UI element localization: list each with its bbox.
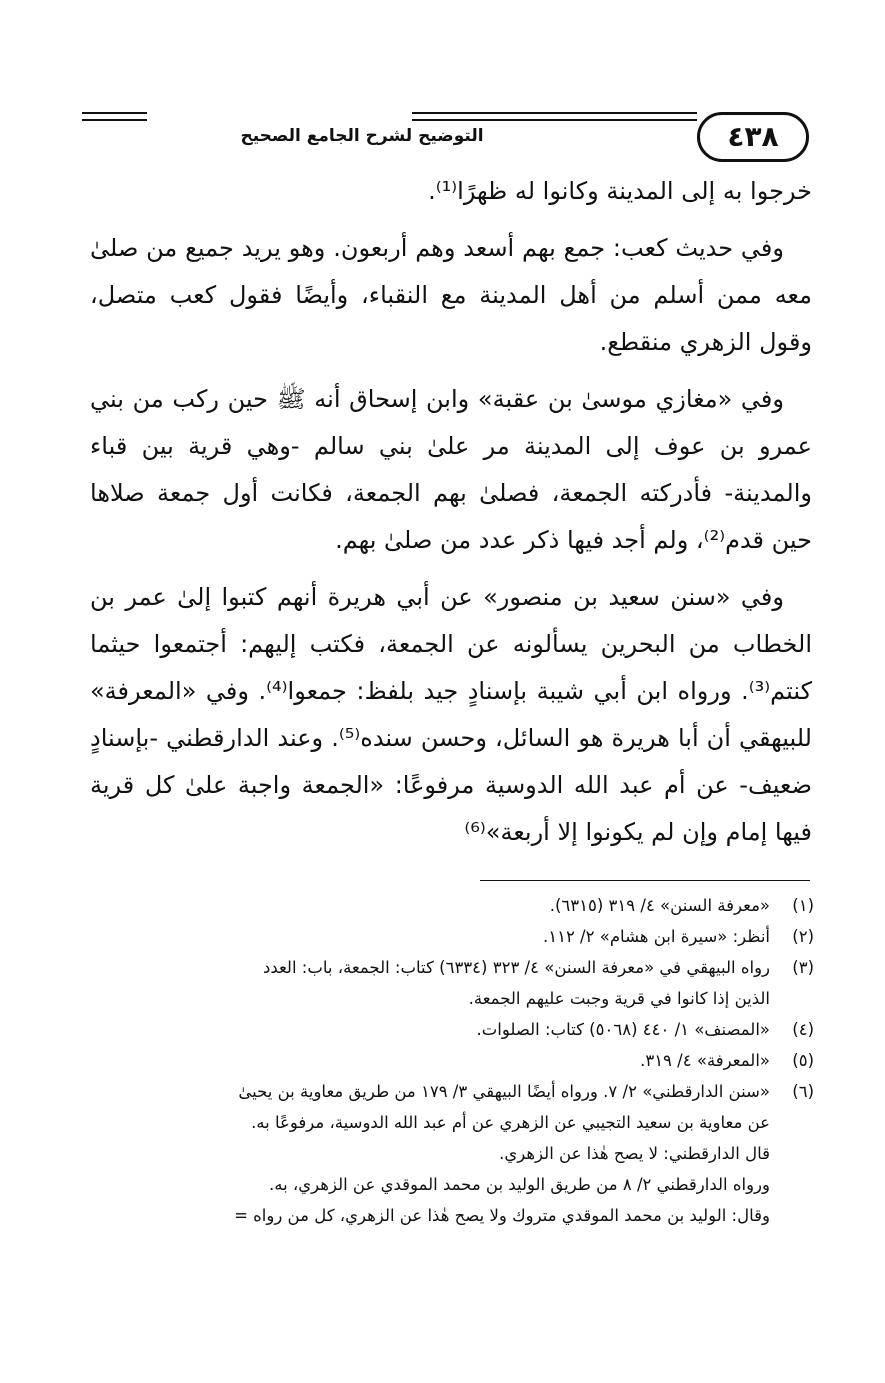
header-rule-left-bottom — [82, 119, 147, 121]
page-header — [82, 112, 810, 172]
main-text — [90, 168, 812, 866]
footnote-text: وقال: الوليد بن محمد الموقدي متروك ولا يصح هٰذا عن الزهري، كل من رواه = — [234, 1206, 770, 1225]
footnote-text: «سنن الدارقطني» ٢/ ٧. ورواه أيضًا البيهقي ٣/ ١٧٩ من طريق معاوية بن يحيىٰ — [238, 1082, 770, 1101]
footnote-number: (٦) — [792, 1082, 814, 1101]
footnote — [78, 1045, 814, 1076]
footnote-text: «معرفة السنن» ٤/ ٣١٩ (٦٣١٥). — [549, 896, 770, 915]
footnote-text: قال الدارقطني: لا يصح هٰذا عن الزهري. — [499, 1144, 770, 1163]
header-rule-mid-top — [412, 112, 697, 114]
footnotes — [78, 890, 814, 1231]
footnote-number: (٢) — [792, 927, 814, 946]
footnote-text: رواه البيهقي في «معرفة السنن» ٤/ ٣٢٣ (٦٣٣٤) كتاب: الجمعة، باب: العدد — [262, 958, 770, 977]
footnote — [78, 890, 814, 921]
footnote — [78, 921, 814, 952]
footnote-number: (٣) — [792, 958, 814, 977]
paragraph: وفي «سنن سعيد بن منصور» عن أبي هريرة أنهم كتبوا إلىٰ عمر بن الخطاب من البحرين يسألونه عن الجمعة، فكتب إليهم: أجتمعوا حيثما كنتم⁽³⁾. ورواه ابن أبي شيبة بإسنادٍ جيد بلفظ: جمعوا⁽⁴⁾. وفي «المعرفة» للبيهقي أن أبا هريرة هو السائل، وحسن سنده⁽⁵⁾. وعند الدارقطني -بإسنادٍ ضعيف- عن أم عبد الله الدوسية مرفوعًا: «الجمعة واجبة علىٰ كل قرية فيها إمام وإن لم يكونوا إلا أربعة»⁽⁶⁾ — [90, 583, 812, 846]
footnote-text: «المصنف» ١/ ٤٤٠ (٥٠٦٨) كتاب: الصلوات. — [476, 1020, 770, 1039]
footnote-number: (٤) — [792, 1020, 814, 1039]
footnote-text: ورواه الدارقطني ٢/ ٨ من طريق الوليد بن محمد الموقدي عن الزهري، به. — [269, 1175, 770, 1194]
footnote-separator — [480, 880, 810, 881]
footnote — [78, 952, 814, 1014]
footnote — [78, 1076, 814, 1231]
paragraph: خرجوا به إلى المدينة وكانوا له ظهرًا⁽¹⁾. — [428, 177, 812, 205]
footnote-number: (٥) — [792, 1051, 814, 1070]
page-number: ٤٣٨ — [697, 112, 809, 162]
footnote-number: (١) — [792, 896, 814, 915]
footnote-text: الذين إذا كانوا في قرية وجبت عليهم الجمعة. — [468, 989, 770, 1008]
footnote — [78, 1014, 814, 1045]
header-rule-mid-bottom — [412, 119, 697, 121]
footnote-text: أنظر: «سيرة ابن هشام» ٢/ ١١٢. — [542, 927, 770, 946]
footnote-text: عن معاوية بن سعيد التجيبي عن الزهري عن أم عبد الله الدوسية، مرفوعًا به. — [251, 1113, 770, 1132]
footnote-text: «المعرفة» ٤/ ٣١٩. — [640, 1051, 770, 1070]
paragraph: وفي «مغازي موسىٰ بن عقبة» وابن إسحاق أنه ﷺ حين ركب من بني عمرو بن عوف إلى المدينة مر علىٰ بني سالم -وهي قرية بين قباء والمدينة- فأدركته الجمعة، فصلىٰ بهم الجمعة، فكانت أول جمعة صلاها حين قدم⁽²⁾، ولم أجد فيها ذكر عدد من صلىٰ بهم. — [90, 385, 812, 554]
header-rule-left-top — [82, 112, 147, 114]
running-title: التوضيح لشرح الجامع الصحيح — [240, 126, 484, 146]
paragraph: وفي حديث كعب: جمع بهم أسعد وهم أربعون. وهو يريد جميع من صلىٰ معه ممن أسلم من أهل المدينة مع النقباء، وأيضًا فقول كعب متصل، وقول الزهري منقطع. — [90, 234, 812, 356]
